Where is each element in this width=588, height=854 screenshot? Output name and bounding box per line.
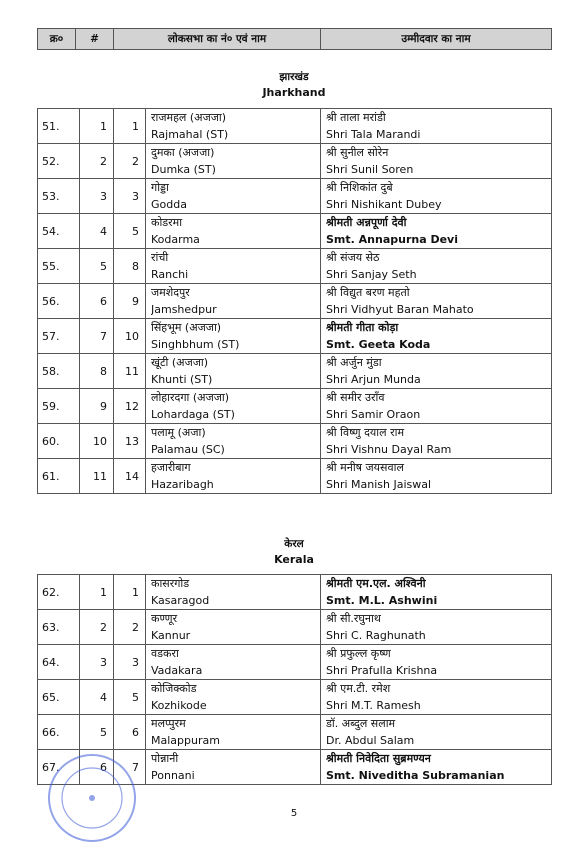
serial-number: 54. xyxy=(38,214,80,249)
header-row xyxy=(38,29,552,50)
section-title-kerala xyxy=(37,537,551,566)
candidate-name-english: Shri Prafulla Krishna xyxy=(326,664,438,677)
candidate-name-english: Shri Manish Jaiswal xyxy=(326,478,432,491)
constituency-name-english: Dumka (ST) xyxy=(151,163,216,176)
constituency-name-hindi: कोजिक्कोड xyxy=(151,682,197,695)
constituency-name-english: Ponnani xyxy=(151,769,195,782)
constituency-number: 10 xyxy=(114,319,146,354)
constituency-number: 3 xyxy=(114,179,146,214)
table-row xyxy=(38,249,552,284)
candidate-name-english: Shri Tala Marandi xyxy=(326,128,421,141)
serial-number: 62. xyxy=(38,575,80,610)
constituency-number: 11 xyxy=(114,354,146,389)
candidate-name-hindi: श्री ताला मरांडी xyxy=(326,111,386,124)
candidate-name-hindi: श्री अर्जुन मुंडा xyxy=(326,356,382,369)
candidate-name-hindi: श्रीमती गीता कोड़ा xyxy=(326,321,399,334)
table-row xyxy=(38,179,552,214)
kerala-rows xyxy=(38,575,552,785)
constituency-name-english: Jamshedpur xyxy=(151,303,217,316)
serial-number: 51. xyxy=(38,109,80,144)
serial-number: 56. xyxy=(38,284,80,319)
candidate-cell xyxy=(321,680,552,715)
header-constituency: लोकसभा का नं० एवं नाम xyxy=(114,29,321,50)
constituency-name-hindi: दुमका (अजजा) xyxy=(151,146,215,159)
state-index: 2 xyxy=(80,144,114,179)
state-index: 6 xyxy=(80,750,114,785)
state-index: 2 xyxy=(80,610,114,645)
serial-number: 66. xyxy=(38,715,80,750)
section-title-english: Kerala xyxy=(274,553,314,566)
kerala-table xyxy=(37,574,552,785)
candidate-name-hindi: श्री संजय सेठ xyxy=(326,251,380,264)
constituency-number: 2 xyxy=(114,144,146,179)
serial-number: 63. xyxy=(38,610,80,645)
constituency-name-english: Kozhikode xyxy=(151,699,207,712)
constituency-name-english: Malappuram xyxy=(151,734,220,747)
state-index: 7 xyxy=(80,319,114,354)
candidate-cell xyxy=(321,214,552,249)
candidate-name-english: Smt. M.L. Ashwini xyxy=(326,594,438,607)
candidate-cell xyxy=(321,715,552,750)
constituency-cell xyxy=(146,715,321,750)
serial-number: 52. xyxy=(38,144,80,179)
candidate-cell xyxy=(321,645,552,680)
state-index: 3 xyxy=(80,645,114,680)
candidate-name-hindi: श्रीमती निवेदिता सुब्रमण्यन xyxy=(326,752,431,765)
table-row xyxy=(38,610,552,645)
serial-number: 55. xyxy=(38,249,80,284)
header-candidate: उम्मीदवार का नाम xyxy=(321,29,552,50)
candidate-name-english: Shri Vidhyut Baran Mahato xyxy=(326,303,474,316)
constituency-name-english: Godda xyxy=(151,198,187,211)
candidate-name-hindi: श्री विष्णु दयाल राम xyxy=(326,426,405,439)
constituency-cell xyxy=(146,680,321,715)
state-index: 8 xyxy=(80,354,114,389)
state-index: 5 xyxy=(80,249,114,284)
constituency-name-hindi: लोहारदगा (अजजा) xyxy=(151,391,230,404)
serial-number: 57. xyxy=(38,319,80,354)
serial-number: 61. xyxy=(38,459,80,494)
constituency-name-hindi: कण्णूर xyxy=(151,612,178,625)
candidate-name-hindi: श्री निशिकांत दुबे xyxy=(326,181,393,194)
serial-number: 65. xyxy=(38,680,80,715)
constituency-cell xyxy=(146,319,321,354)
constituency-cell xyxy=(146,354,321,389)
candidate-name-hindi: श्री समीर उराँव xyxy=(326,391,385,404)
candidate-name-hindi: श्री विद्युत बरण महतो xyxy=(326,286,410,299)
candidate-cell xyxy=(321,424,552,459)
constituency-number: 6 xyxy=(114,715,146,750)
section-title-hindi: झारखंड xyxy=(279,71,309,83)
constituency-number: 8 xyxy=(114,249,146,284)
serial-number: 64. xyxy=(38,645,80,680)
constituency-name-hindi: हजारीबाग xyxy=(151,461,191,474)
candidate-name-hindi: श्री प्रफुल्ल कृष्ण xyxy=(326,647,391,660)
candidate-cell xyxy=(321,144,552,179)
serial-number: 67. xyxy=(38,750,80,785)
serial-number: 59. xyxy=(38,389,80,424)
constituency-cell xyxy=(146,249,321,284)
constituency-number: 13 xyxy=(114,424,146,459)
constituency-cell xyxy=(146,575,321,610)
state-index: 10 xyxy=(80,424,114,459)
constituency-name-hindi: वडकरा xyxy=(151,647,179,660)
constituency-number: 7 xyxy=(114,750,146,785)
constituency-name-english: Kodarma xyxy=(151,233,200,246)
candidate-cell xyxy=(321,249,552,284)
constituency-name-hindi: राजमहल (अजजा) xyxy=(151,111,227,124)
jharkhand-rows xyxy=(38,109,552,494)
constituency-number: 3 xyxy=(114,645,146,680)
constituency-name-english: Kannur xyxy=(151,629,191,642)
candidate-name-hindi: श्री सी.रघुनाथ xyxy=(326,612,381,625)
candidate-name-english: Shri M.T. Ramesh xyxy=(326,699,421,712)
state-index: 1 xyxy=(80,575,114,610)
serial-number: 60. xyxy=(38,424,80,459)
candidate-name-english: Shri Arjun Munda xyxy=(326,373,421,386)
state-index: 1 xyxy=(80,109,114,144)
table-row xyxy=(38,715,552,750)
candidate-cell xyxy=(321,354,552,389)
serial-number: 58. xyxy=(38,354,80,389)
table-row xyxy=(38,354,552,389)
constituency-number: 5 xyxy=(114,680,146,715)
section-title-jharkhand xyxy=(37,70,551,99)
constituency-cell xyxy=(146,424,321,459)
table-row xyxy=(38,389,552,424)
header-table xyxy=(37,28,552,50)
header-num: # xyxy=(76,29,114,50)
constituency-cell xyxy=(146,389,321,424)
constituency-cell xyxy=(146,284,321,319)
candidate-name-english: Shri Sunil Soren xyxy=(326,163,414,176)
constituency-cell xyxy=(146,645,321,680)
constituency-name-english: Lohardaga (ST) xyxy=(151,408,235,421)
table-row xyxy=(38,645,552,680)
table-row xyxy=(38,284,552,319)
state-index: 3 xyxy=(80,179,114,214)
candidate-cell xyxy=(321,179,552,214)
constituency-number: 14 xyxy=(114,459,146,494)
constituency-name-english: Kasaragod xyxy=(151,594,210,607)
table-row xyxy=(38,144,552,179)
header-sr: क्र० xyxy=(38,29,76,50)
constituency-cell xyxy=(146,144,321,179)
jharkhand-table xyxy=(37,108,552,494)
candidate-name-english: Shri Sanjay Seth xyxy=(326,268,417,281)
state-index: 4 xyxy=(80,680,114,715)
constituency-cell xyxy=(146,459,321,494)
constituency-name-english: Rajmahal (ST) xyxy=(151,128,229,141)
constituency-name-english: Palamau (SC) xyxy=(151,443,225,456)
candidate-name-hindi: श्री एम.टी. रमेश xyxy=(326,682,391,695)
section-title-english: Jharkhand xyxy=(262,86,326,99)
constituency-number: 5 xyxy=(114,214,146,249)
candidate-name-english: Smt. Niveditha Subramanian xyxy=(326,769,505,782)
state-index: 4 xyxy=(80,214,114,249)
constituency-cell xyxy=(146,179,321,214)
constituency-name-hindi: जमशेदपुर xyxy=(151,286,190,299)
candidate-name-english: Smt. Annapurna Devi xyxy=(326,233,458,246)
candidate-cell xyxy=(321,389,552,424)
constituency-name-hindi: गोड्डा xyxy=(151,181,169,194)
candidate-cell xyxy=(321,459,552,494)
candidate-name-english: Shri C. Raghunath xyxy=(326,629,426,642)
constituency-number: 1 xyxy=(114,575,146,610)
candidate-name-hindi: श्रीमती एम.एल. अश्विनी xyxy=(326,577,426,590)
state-index: 6 xyxy=(80,284,114,319)
constituency-name-english: Ranchi xyxy=(151,268,189,281)
state-index: 9 xyxy=(80,389,114,424)
section-title-hindi: केरल xyxy=(284,538,304,550)
constituency-name-hindi: रांची xyxy=(151,251,169,264)
constituency-name-hindi: खूंटी (अजजा) xyxy=(151,356,209,369)
candidate-cell xyxy=(321,750,552,785)
table-row xyxy=(38,750,552,785)
candidate-cell xyxy=(321,319,552,354)
candidate-name-hindi: डॉ. अब्दुल सलाम xyxy=(326,717,396,730)
constituency-name-hindi: कासरगोड xyxy=(151,577,190,590)
constituency-name-hindi: सिंहभूम (अजजा) xyxy=(151,321,222,334)
table-row xyxy=(38,214,552,249)
candidate-name-english: Shri Samir Oraon xyxy=(326,408,421,421)
constituency-number: 9 xyxy=(114,284,146,319)
candidate-cell xyxy=(321,575,552,610)
serial-number: 53. xyxy=(38,179,80,214)
candidate-name-hindi: श्रीमती अन्नपूर्णा देवी xyxy=(326,216,407,229)
constituency-cell xyxy=(146,610,321,645)
constituency-cell xyxy=(146,214,321,249)
table-row xyxy=(38,109,552,144)
constituency-number: 2 xyxy=(114,610,146,645)
page-number: 5 xyxy=(290,808,298,819)
candidate-name-english: Dr. Abdul Salam xyxy=(326,734,415,747)
constituency-name-english: Hazaribagh xyxy=(151,478,214,491)
constituency-name-hindi: मलप्पुरम xyxy=(151,717,186,730)
constituency-name-hindi: कोडरमा xyxy=(151,216,183,229)
constituency-name-english: Vadakara xyxy=(151,664,203,677)
constituency-name-english: Singhbhum (ST) xyxy=(151,338,240,351)
constituency-name-english: Khunti (ST) xyxy=(151,373,213,386)
table-row xyxy=(38,319,552,354)
constituency-cell xyxy=(146,750,321,785)
candidate-cell xyxy=(321,109,552,144)
constituency-name-hindi: पोन्नानी xyxy=(151,752,179,765)
table-row xyxy=(38,575,552,610)
table-row xyxy=(38,680,552,715)
constituency-name-hindi: पलामू (अजा) xyxy=(151,426,206,439)
state-index: 11 xyxy=(80,459,114,494)
candidate-name-english: Smt. Geeta Koda xyxy=(326,338,431,351)
candidate-cell xyxy=(321,284,552,319)
constituency-cell xyxy=(146,109,321,144)
state-index: 5 xyxy=(80,715,114,750)
candidate-name-english: Shri Vishnu Dayal Ram xyxy=(326,443,452,456)
table-row xyxy=(38,424,552,459)
candidate-name-hindi: श्री सुनील सोरेन xyxy=(326,146,389,159)
constituency-number: 1 xyxy=(114,109,146,144)
constituency-number: 12 xyxy=(114,389,146,424)
candidate-name-english: Shri Nishikant Dubey xyxy=(326,198,442,211)
candidate-cell xyxy=(321,610,552,645)
candidate-name-hindi: श्री मनीष जयसवाल xyxy=(326,461,404,474)
table-row xyxy=(38,459,552,494)
